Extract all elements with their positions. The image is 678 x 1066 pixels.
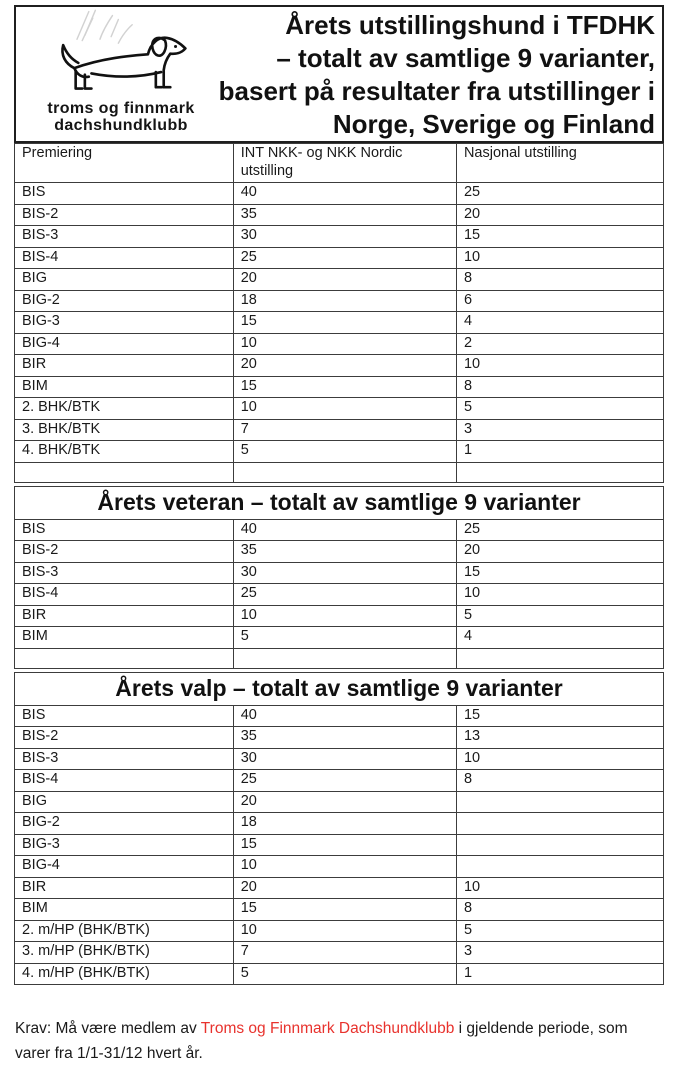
premiering-cell: 2. m/HP (BHK/BTK) [15,920,234,942]
nasjonal-points-cell: 2 [456,333,663,355]
table-row [15,441,664,463]
footer-text-prefix: Krav: Må være medlem av [15,1020,201,1037]
table-row [15,770,664,792]
premiering-cell: BIR [15,355,234,377]
int-nkk-points-cell: 40 [233,705,456,727]
nasjonal-points-cell: 20 [456,541,663,563]
premiering-cell: BIS [15,183,234,205]
nasjonal-points-cell: 15 [456,705,663,727]
int-nkk-points-cell: 10 [233,605,456,627]
empty-cell [456,648,663,668]
premiering-cell: 4. BHK/BTK [15,441,234,463]
nasjonal-points-cell [456,856,663,878]
nasjonal-points-cell: 4 [456,627,663,649]
nasjonal-points-cell: 10 [456,247,663,269]
club-name-line2: dachshundklubb [54,116,188,134]
footer-note [15,1016,667,1066]
premiering-cell: BIG-2 [15,290,234,312]
nasjonal-points-cell: 8 [456,770,663,792]
int-nkk-points-cell: 30 [233,226,456,248]
nasjonal-points-cell: 10 [456,877,663,899]
int-nkk-points-cell: 20 [233,355,456,377]
int-nkk-points-cell: 40 [233,519,456,541]
int-nkk-points-cell: 18 [233,290,456,312]
club-name-line1: troms og finnmark [47,100,195,117]
column-header: Premiering [15,144,234,183]
int-nkk-points-cell: 20 [233,269,456,291]
int-nkk-points-cell: 15 [233,376,456,398]
nasjonal-points-cell [456,791,663,813]
int-nkk-points-cell: 10 [233,398,456,420]
int-nkk-points-cell: 30 [233,562,456,584]
section-title-valp: Årets valp – totalt av samtlige 9 varianter [15,672,664,705]
nasjonal-points-cell: 25 [456,519,663,541]
table-row [15,247,664,269]
int-nkk-points-cell: 7 [233,419,456,441]
table-row [15,605,664,627]
page-title [214,7,662,141]
nasjonal-points-cell: 15 [456,226,663,248]
table-row [15,748,664,770]
table-row [15,269,664,291]
premiering-cell: BIG-4 [15,333,234,355]
table-row [15,813,664,835]
premiering-cell: BIS-2 [15,727,234,749]
int-nkk-points-cell: 18 [233,813,456,835]
nasjonal-points-cell: 25 [456,183,663,205]
empty-row [15,648,664,668]
section-title-row [15,486,664,519]
int-nkk-points-cell: 20 [233,877,456,899]
nasjonal-points-cell: 1 [456,963,663,985]
nasjonal-points-cell: 10 [456,748,663,770]
premiering-cell: BIG [15,269,234,291]
nasjonal-points-cell: 5 [456,398,663,420]
int-nkk-points-cell: 10 [233,856,456,878]
int-nkk-points-cell: 30 [233,748,456,770]
nasjonal-points-cell: 20 [456,204,663,226]
premiering-cell: 3. BHK/BTK [15,419,234,441]
table-row [15,942,664,964]
premiering-cell: BIS-4 [15,584,234,606]
nasjonal-points-cell: 8 [456,269,663,291]
int-nkk-points-cell: 25 [233,770,456,792]
int-nkk-points-cell: 5 [233,441,456,463]
table-row [15,419,664,441]
tables-container [14,143,664,985]
int-nkk-points-cell: 5 [233,963,456,985]
nasjonal-points-cell: 13 [456,727,663,749]
premiering-cell: 2. BHK/BTK [15,398,234,420]
footer-text-suffix: i gjeldende periode, som varer fra 1/1-31/12 hvert år. [15,1020,628,1062]
nasjonal-points-cell [456,813,663,835]
int-nkk-points-cell: 25 [233,247,456,269]
footer-highlight: Troms og Finnmark Dachshundklubb [200,1020,455,1037]
table-row [15,963,664,985]
premiering-cell: BIG-4 [15,856,234,878]
nasjonal-points-cell: 4 [456,312,663,334]
table-row [15,705,664,727]
premiering-cell: BIS [15,705,234,727]
table-row [15,204,664,226]
premiering-cell: BIG-3 [15,834,234,856]
table-row [15,877,664,899]
int-nkk-points-cell: 40 [233,183,456,205]
page-title-line: Årets utstillingshund i TFDHK [285,10,655,40]
int-nkk-points-cell: 35 [233,541,456,563]
table-row [15,376,664,398]
nasjonal-points-cell: 5 [456,605,663,627]
table-row [15,727,664,749]
nasjonal-points-cell: 15 [456,562,663,584]
nasjonal-points-cell: 10 [456,584,663,606]
int-nkk-points-cell: 15 [233,834,456,856]
empty-cell [15,648,234,668]
table-row [15,183,664,205]
table-row [15,541,664,563]
table-valp [14,672,664,986]
table-veteran [14,486,664,669]
int-nkk-points-cell: 35 [233,204,456,226]
section-title-row [15,672,664,705]
premiering-cell: BIS-3 [15,748,234,770]
nasjonal-points-cell: 3 [456,419,663,441]
premiering-cell: BIM [15,899,234,921]
table-utstillingshund [14,143,664,483]
table-row [15,856,664,878]
table-row [15,791,664,813]
empty-cell [15,462,234,482]
section-title-veteran: Årets veteran – totalt av samtlige 9 varianter [15,486,664,519]
empty-cell [233,462,456,482]
table-row [15,519,664,541]
premiering-cell: BIM [15,376,234,398]
club-logo [16,7,214,141]
nasjonal-points-cell: 6 [456,290,663,312]
int-nkk-points-cell: 15 [233,312,456,334]
nasjonal-points-cell: 10 [456,355,663,377]
table-row [15,355,664,377]
premiering-cell: BIS-2 [15,204,234,226]
table-row [15,899,664,921]
table-row [15,627,664,649]
column-header: Nasjonal utstilling [456,144,663,183]
nasjonal-points-cell: 5 [456,920,663,942]
premiering-cell: 3. m/HP (BHK/BTK) [15,942,234,964]
table-row [15,290,664,312]
premiering-cell: 4. m/HP (BHK/BTK) [15,963,234,985]
empty-cell [456,462,663,482]
int-nkk-points-cell: 15 [233,899,456,921]
nasjonal-points-cell [456,834,663,856]
table-row [15,562,664,584]
premiering-cell: BIM [15,627,234,649]
table-row [15,312,664,334]
premiering-cell: BIS-4 [15,247,234,269]
table-row [15,920,664,942]
page-title-line: basert på resultater fra utstillinger i [218,76,655,106]
nasjonal-points-cell: 1 [456,441,663,463]
page-title-line: – totalt av samtlige 9 varianter, [276,43,655,73]
int-nkk-points-cell: 5 [233,627,456,649]
header-box [14,5,664,143]
nasjonal-points-cell: 8 [456,376,663,398]
dachshund-logo-icon [42,9,200,101]
empty-cell [233,648,456,668]
int-nkk-points-cell: 20 [233,791,456,813]
column-header: INT NKK- og NKK Nordic utstilling [233,144,456,183]
premiering-cell: BIG-3 [15,312,234,334]
nasjonal-points-cell: 3 [456,942,663,964]
premiering-cell: BIS-4 [15,770,234,792]
table-row [15,226,664,248]
page-title-line: Norge, Sverige og Finland [332,109,655,139]
int-nkk-points-cell: 10 [233,920,456,942]
empty-row [15,462,664,482]
table-row [15,584,664,606]
premiering-cell: BIS-2 [15,541,234,563]
table-row [15,398,664,420]
premiering-cell: BIS-3 [15,562,234,584]
table-row [15,834,664,856]
premiering-cell: BIS [15,519,234,541]
int-nkk-points-cell: 10 [233,333,456,355]
int-nkk-points-cell: 35 [233,727,456,749]
nasjonal-points-cell: 8 [456,899,663,921]
int-nkk-points-cell: 25 [233,584,456,606]
premiering-cell: BIG-2 [15,813,234,835]
premiering-cell: BIG [15,791,234,813]
premiering-cell: BIS-3 [15,226,234,248]
premiering-cell: BIR [15,605,234,627]
int-nkk-points-cell: 7 [233,942,456,964]
premiering-cell: BIR [15,877,234,899]
column-header-row [15,144,664,183]
table-row [15,333,664,355]
